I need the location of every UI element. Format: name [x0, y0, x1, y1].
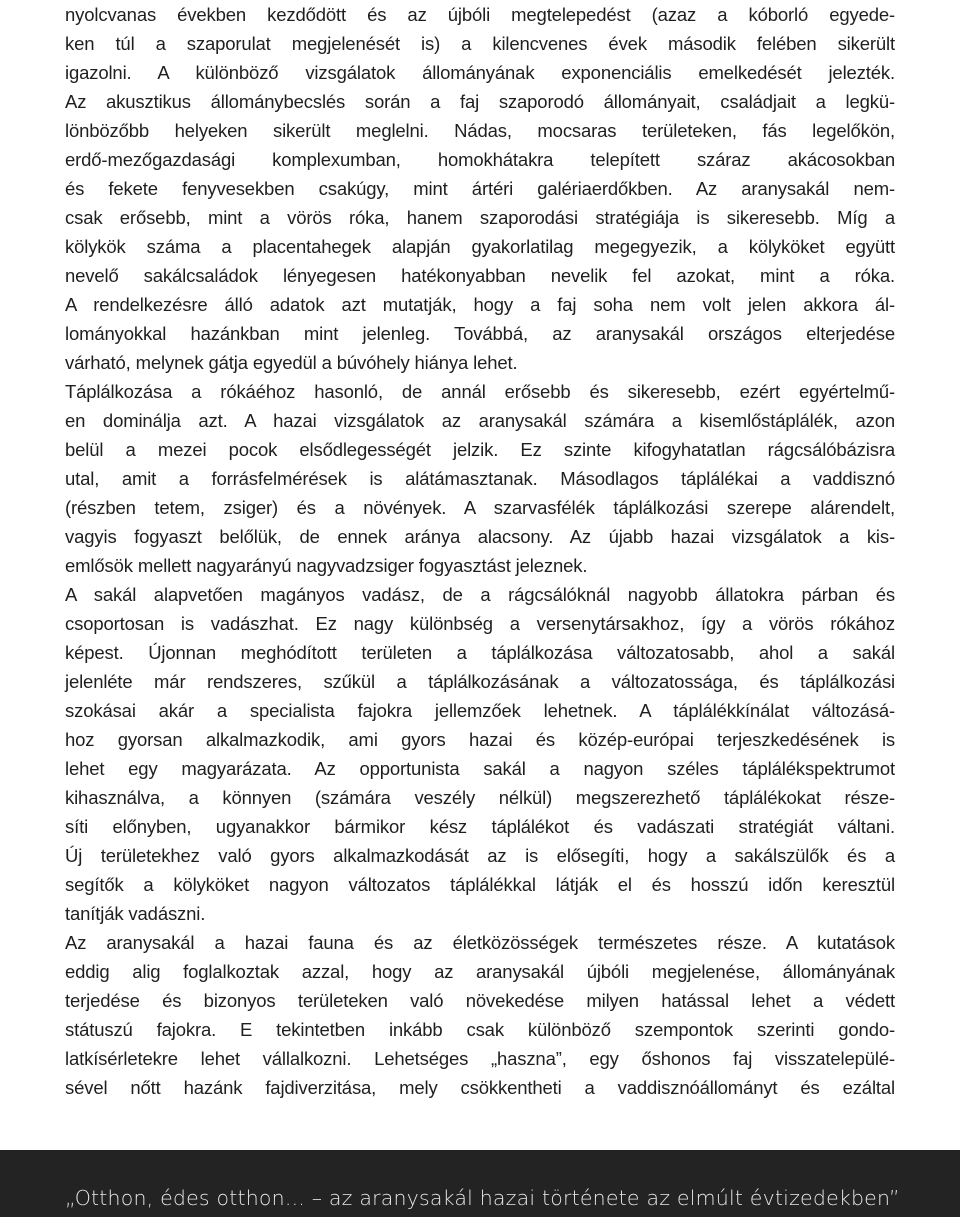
- body-line: csak erősebb, mint a vörös róka, hanem szaporodási stratégiája is sikeresebb. Míg a: [65, 207, 895, 228]
- body-line: en dominálja azt. A hazai vizsgálatok az aranysakál számára a kisemlőstáplálék, azon: [65, 410, 895, 431]
- footer-bar: [0, 1150, 960, 1217]
- body-line: Táplálkozása a rókáéhoz hasonló, de annál erősebb és sikeresebb, ezért egyértelmű-: [65, 381, 895, 402]
- body-line: szokásai akár a specialista fajokra jellemzőek lehetnek. A táplálékkínálat változásá-: [65, 700, 895, 721]
- body-line: jelenléte már rendszeres, szűkül a táplálkozásának a változatossága, és táplálkozási: [65, 671, 895, 692]
- body-line: síti előnyben, ugyanakkor bármikor kész táplálékot és vadászati stratégiát váltani.: [65, 816, 895, 837]
- footer-title: „Otthon, édes otthon... – az aranysakál hazai története az elmúlt évtizedekben”: [65, 1186, 900, 1210]
- body-line: erdő-mezőgazdasági komplexumban, homokhátakra telepített száraz akácosokban: [65, 149, 895, 170]
- body-line: kihasználva, a könnyen (számára veszély nélkül) megszerezhető táplálékokat része-: [65, 787, 895, 808]
- body-line: igazolni. A különböző vizsgálatok állományának exponenciális emelkedését jelezték.: [65, 62, 895, 83]
- body-line: lönbözőbb helyeken sikerült meglelni. Nádas, mocsaras területeken, fás legelőkön,: [65, 120, 895, 141]
- body-line: várható, melynek gátja egyedül a búvóhely hiánya lehet.: [65, 352, 518, 373]
- body-line: kölykök száma a placentahegek alapján gyakorlatilag megegyezik, a kölyköket együtt: [65, 236, 895, 257]
- body-line: ken túl a szaporulat megjelenését is) a kilencvenes évek második felében sikerült: [65, 33, 895, 54]
- body-line: státuszú fajokra. E tekintetben inkább csak különböző szempontok szerinti gondo-: [65, 1019, 895, 1040]
- body-line: eddig alig foglalkoztak azzal, hogy az aranysakál újbóli megjelenése, állományának: [65, 961, 895, 982]
- body-line: vagyis fogyaszt belőlük, de ennek aránya alacsony. Az újabb hazai vizsgálatok a kis-: [65, 526, 895, 547]
- body-line: belül a mezei pocok elsődlegességét jelzik. Ez szinte kifogyhatatlan rágcsálóbázisra: [65, 439, 895, 460]
- body-line: A rendelkezésre álló adatok azt mutatják, hogy a faj soha nem volt jelen akkora ál-: [65, 294, 895, 315]
- body-line: Új területekhez való gyors alkalmazkodását az is elősegíti, hogy a sakálszülők és a: [65, 845, 895, 866]
- body-line: segítők a kölyköket nagyon változatos táplálékkal látják el és hosszú időn keresztül: [65, 874, 895, 895]
- body-line: emlősök mellett nagyarányú nagyvadzsiger fogyasztást jeleznek.: [65, 555, 588, 576]
- body-line: és fekete fenyvesekben csakúgy, mint ártéri galériaerdőkben. Az aranysakál nem-: [65, 178, 895, 199]
- body-line: csoportosan is vadászhat. Ez nagy különbség a versenytársakhoz, így a vörös rókához: [65, 613, 895, 634]
- body-line: képest. Újonnan meghódított területen a táplálkozása változatosabb, ahol a sakál: [65, 642, 895, 663]
- body-line: utal, amit a forrásfelmérések is alátámasztanak. Másodlagos táplálékai a vaddisznó: [65, 468, 895, 489]
- body-line: lehet egy magyarázata. Az opportunista sakál a nagyon széles táplálékspektrumot: [65, 758, 895, 779]
- body-line: Az akusztikus állománybecslés során a faj szaporodó állományait, családjait a legkü-: [65, 91, 895, 112]
- body-line: nyolcvanas években kezdődött és az újbóli megtelepedést (azaz a kóborló egyede-: [65, 4, 895, 25]
- body-line: sével nőtt hazánk fajdiverzitása, mely csökkentheti a vaddisznóállományt és ezáltal: [65, 1077, 895, 1098]
- body-line: nevelő sakálcsaládok lényegesen hatékonyabban nevelik fel azokat, mint a róka.: [65, 265, 895, 286]
- body-line: latkísérletekre lehet vállalkozni. Lehetséges „haszna”, egy őshonos faj visszatelepülé-: [65, 1048, 895, 1069]
- body-line: hoz gyorsan alkalmazkodik, ami gyors hazai és közép-európai terjeszkedésének is: [65, 729, 895, 750]
- body-line: (részben tetem, zsiger) és a növények. A szarvasfélék táplálkozási szerepe alárendelt,: [65, 497, 895, 518]
- body-line: terjedése és bizonyos területeken való növekedése milyen hatással lehet a védett: [65, 990, 895, 1011]
- body-line: lományokkal hazánkban mint jelenleg. Továbbá, az aranysakál országos elterjedése: [65, 323, 895, 344]
- body-line: A sakál alapvetően magányos vadász, de a rágcsálóknál nagyobb állatokra párban és: [65, 584, 895, 605]
- body-line: Az aranysakál a hazai fauna és az életközösségek természetes része. A kutatások: [65, 932, 895, 953]
- body-line: tanítják vadászni.: [65, 903, 206, 924]
